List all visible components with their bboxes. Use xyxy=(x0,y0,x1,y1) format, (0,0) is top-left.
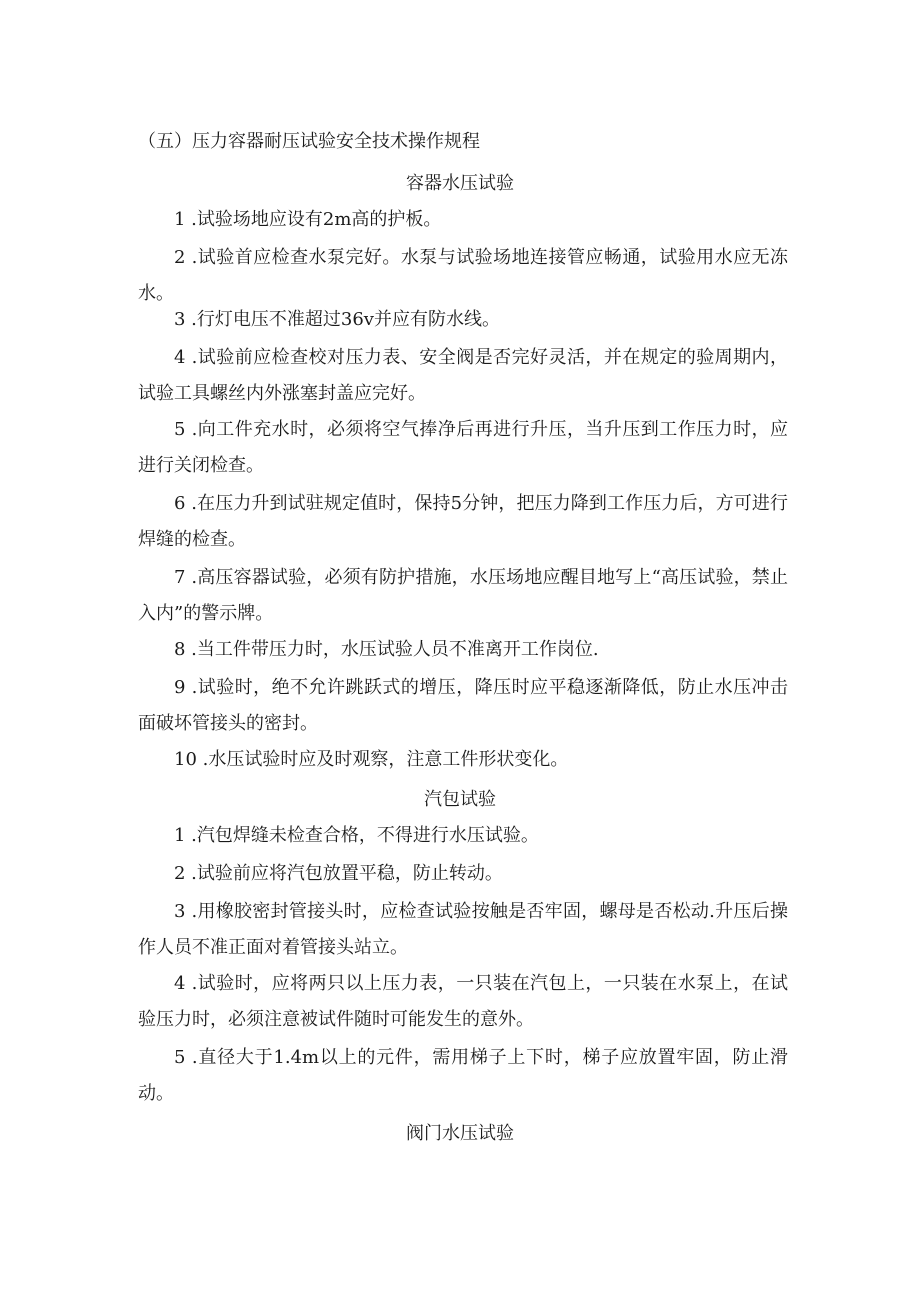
vessel-item-8: 8 .当工件带压力时，水压试验人员不准离开工作岗位. xyxy=(174,639,599,660)
drum-item-2: 2 .试验前应将汽包放置平稳，防止转动。 xyxy=(174,863,503,884)
vessel-item-3: 3 .行灯电压不准超过36v并应有防水线。 xyxy=(174,309,500,330)
vessel-item-1: 1 .试验场地应设有2m高的护板。 xyxy=(174,209,442,230)
drum-item-3: 3 .用橡胶密封管接头时，应检查试验按触是否牢固，螺母是否松动.升压后操作人员不准正面对着管接头站立。 xyxy=(138,901,788,958)
drum-item-1: 1 .汽包焊缝未检查合格，不得进行水压试验。 xyxy=(174,825,539,846)
vessel-item-6: 6 .在压力升到试驻规定值时，保持5分钟，把压力降到工作压力后，方可进行焊缝的检查。 xyxy=(138,493,788,550)
vessel-item-10: 10 .水压试验时应及时观察，注意工件形状变化。 xyxy=(174,749,569,770)
drum-item-4: 4 .试验时，应将两只以上压力表，一只装在汽包上，一只装在水泵上，在试验压力时，必须注意被试件随时可能发生的意外。 xyxy=(138,973,788,1030)
section-heading-drum-test: 汽包试验 xyxy=(424,789,496,810)
vessel-item-5: 5 .向工件充水时，必须将空气捧净后再进行升压，当升压到工作压力时，应进行关闭检查。 xyxy=(138,419,788,476)
vessel-item-2: 2 .试验首应检查水泵完好。水泵与试验场地连接管应畅通，试验用水应无冻水。 xyxy=(138,247,788,304)
vessel-item-4: 4 .试验前应检查校对压力表、安全阀是否完好灵活，并在规定的验周期内，试验工具螺丝内外涨塞封盖应完好。 xyxy=(138,347,788,404)
drum-item-5: 5 .直径大于1.4m以上的元件，需用梯子上下时，梯子应放置牢固，防止滑动。 xyxy=(138,1047,788,1104)
vessel-item-9: 9 .试验时，绝不允许跳跃式的增压，降压时应平稳逐渐降低，防止水压冲击面破坏管接头的密封。 xyxy=(138,677,788,734)
section-heading-valve-hydrotest: 阀门水压试验 xyxy=(406,1123,514,1144)
section-heading-vessel-hydrotest: 容器水压试验 xyxy=(406,173,514,194)
vessel-item-7: 7 .高压容器试验，必须有防护措施，水压场地应醒目地写上“高压试验，禁止入内”的警示牌。 xyxy=(138,567,788,624)
document-title: （五）压力容器耐压试验安全技术操作规程 xyxy=(138,131,480,152)
